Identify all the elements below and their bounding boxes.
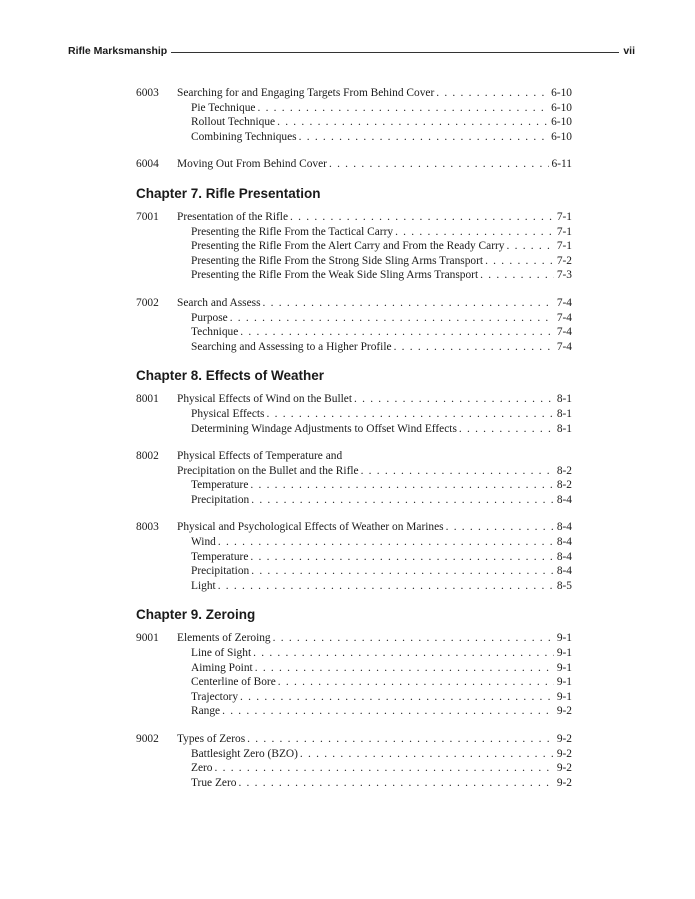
entry-title: Presenting the Rifle From the Weak Side Sling Arms Transport <box>191 269 479 282</box>
dot-leader <box>218 535 554 550</box>
header-title: Rifle Marksmanship <box>68 45 168 57</box>
entry-page: 9-1 <box>556 632 572 645</box>
entry-page: 9-1 <box>556 690 572 703</box>
entry-page: 6-11 <box>551 158 572 171</box>
dot-leader <box>395 225 554 240</box>
chapter-heading: Chapter 9. Zeroing <box>136 607 256 623</box>
section-number: 7001 <box>136 210 159 223</box>
entry-title: Searching for and Engaging Targets From Behind Cover <box>177 87 435 99</box>
toc-subentry[interactable] <box>136 661 572 676</box>
entry-title: Purpose <box>191 311 228 324</box>
dot-leader <box>436 86 548 101</box>
dot-leader <box>218 579 554 594</box>
toc-subentry[interactable] <box>136 101 572 116</box>
entry-page: 7-1 <box>556 240 572 253</box>
entry-title: Trajectory <box>191 690 239 703</box>
entry-title: Physical and Psychological Effects of Weather on Marines <box>177 521 444 534</box>
section-number: 9001 <box>136 632 159 645</box>
section-number: 6003 <box>136 87 159 99</box>
dot-leader <box>257 101 548 116</box>
dot-leader <box>230 311 554 326</box>
dot-leader <box>253 646 554 661</box>
toc-entry[interactable] <box>136 157 572 172</box>
entry-page: 8-4 <box>556 565 572 578</box>
toc-entry[interactable] <box>136 210 572 225</box>
entry-title: Temperature <box>191 550 249 563</box>
entry-page: 7-4 <box>556 326 572 339</box>
dot-leader <box>300 747 554 762</box>
entry-title: Types of Zeros <box>177 733 246 745</box>
toc-subentry[interactable] <box>136 550 572 565</box>
entry-page: 6-10 <box>551 130 572 143</box>
section-number: 9002 <box>136 733 159 745</box>
dot-leader <box>263 296 554 311</box>
entry-title: Presenting the Rifle From the Tactical Carry <box>191 225 394 238</box>
toc-subentry[interactable] <box>136 115 572 130</box>
running-header <box>68 44 635 58</box>
toc-subentry[interactable] <box>136 254 572 269</box>
chapter-heading: Chapter 7. Rifle Presentation <box>136 185 321 201</box>
section-number: 8003 <box>136 521 159 534</box>
entry-title-line1: Physical Effects of Temperature and <box>177 450 343 463</box>
entry-page: 9-1 <box>556 661 572 674</box>
dot-leader <box>446 520 554 535</box>
entry-title: Line of Sight <box>191 647 252 660</box>
entry-page: 6-10 <box>551 87 572 99</box>
toc-entry[interactable] <box>136 392 572 407</box>
entry-page: 9-2 <box>556 762 572 775</box>
toc-entry[interactable] <box>136 732 572 747</box>
toc-subentry[interactable] <box>136 704 572 719</box>
dot-leader <box>354 392 554 407</box>
toc-subentry[interactable] <box>136 776 572 791</box>
toc-subentry[interactable] <box>136 239 572 254</box>
toc-subentry[interactable] <box>136 493 572 508</box>
entry-title: Presenting the Rifle From the Alert Carry and From the Ready Carry <box>191 240 505 253</box>
entry-page: 9-2 <box>556 733 572 745</box>
entry-page: 8-1 <box>556 393 572 406</box>
entry-title: Range <box>191 705 221 718</box>
entry-page: 7-3 <box>556 269 572 282</box>
header-rule <box>171 52 619 53</box>
entry-title: True Zero <box>191 776 237 789</box>
section-number: 7002 <box>136 296 159 309</box>
entry-page: 8-5 <box>556 579 572 592</box>
header-page-number: vii <box>623 45 635 57</box>
dot-leader <box>299 130 548 145</box>
dot-leader <box>238 776 553 791</box>
toc-subentry[interactable] <box>136 690 572 705</box>
entry-title: Light <box>191 579 216 592</box>
dot-leader <box>251 564 554 579</box>
entry-title: Battlesight Zero (BZO) <box>191 747 298 760</box>
entry-title: Presenting the Rifle From the Strong Side Sling Arms Transport <box>191 254 484 267</box>
entry-title: Technique <box>191 326 239 339</box>
entry-page: 8-1 <box>556 407 572 420</box>
dot-leader <box>215 761 554 776</box>
entry-title: Centerline of Bore <box>191 676 276 689</box>
dot-leader <box>267 407 554 422</box>
toc-subentry[interactable] <box>136 675 572 690</box>
toc-entry[interactable] <box>136 631 572 646</box>
entry-page: 8-4 <box>556 521 572 534</box>
toc-entry[interactable] <box>136 86 572 101</box>
toc-subentry[interactable] <box>136 225 572 240</box>
toc-subentry[interactable] <box>136 535 572 550</box>
dot-leader <box>222 704 554 719</box>
entry-page: 7-1 <box>556 225 572 238</box>
entry-page: 8-2 <box>556 479 572 492</box>
entry-page: 8-4 <box>556 536 572 549</box>
toc-subentry[interactable] <box>136 325 572 340</box>
entry-title: Precipitation on the Bullet and the Rifle <box>177 464 359 477</box>
entry-page: 6-10 <box>551 116 572 129</box>
chapter-heading: Chapter 8. Effects of Weather <box>136 368 325 384</box>
entry-title: Pie Technique <box>191 101 256 114</box>
dot-leader <box>250 478 553 493</box>
toc-subentry[interactable] <box>136 646 572 661</box>
toc-subentry[interactable] <box>136 478 572 493</box>
dot-leader <box>277 115 548 130</box>
entry-title: Physical Effects of Wind on the Bullet <box>177 393 353 406</box>
entry-page: 7-2 <box>556 254 572 267</box>
entry-page: 9-2 <box>556 776 572 789</box>
dot-leader <box>485 254 554 269</box>
toc-entry[interactable] <box>136 520 572 535</box>
entry-title: Precipitation <box>191 565 250 578</box>
dot-leader <box>290 210 554 225</box>
toc-subentry[interactable] <box>136 579 572 594</box>
entry-title: Combining Techniques <box>191 130 297 143</box>
entry-page: 7-4 <box>556 311 572 324</box>
dot-leader <box>251 493 554 508</box>
toc-subentry[interactable] <box>136 761 572 776</box>
toc-entry-line1[interactable] <box>136 449 572 464</box>
toc-entry[interactable] <box>136 296 572 311</box>
dot-leader <box>278 675 554 690</box>
section-number: 6004 <box>136 158 159 171</box>
entry-title: Moving Out From Behind Cover <box>177 158 327 171</box>
dot-leader <box>507 239 554 254</box>
entry-title: Presentation of the Rifle <box>177 210 289 223</box>
entry-page: 9-2 <box>556 705 572 718</box>
entry-page: 8-2 <box>556 464 572 477</box>
entry-page: 8-4 <box>556 493 572 506</box>
toc-subentry[interactable] <box>136 130 572 145</box>
dot-leader <box>255 661 554 676</box>
dot-leader <box>240 690 554 705</box>
entry-title: Rollout Technique <box>191 116 276 129</box>
entry-title: Search and Assess <box>177 296 261 309</box>
entry-page: 6-10 <box>551 101 572 114</box>
entry-title: Temperature <box>191 479 249 492</box>
dot-leader <box>240 325 554 340</box>
toc-subentry[interactable] <box>136 407 572 422</box>
entry-page: 7-4 <box>556 296 572 309</box>
entry-page: 8-1 <box>556 422 572 435</box>
dot-leader <box>480 268 554 283</box>
dot-leader <box>459 422 554 437</box>
entry-title: Searching and Assessing to a Higher Profile <box>191 340 392 353</box>
dot-leader <box>361 464 554 479</box>
toc-subentry[interactable] <box>136 747 572 762</box>
entry-page: 9-1 <box>556 676 572 689</box>
entry-page: 7-4 <box>556 340 572 353</box>
entry-title: Determining Windage Adjustments to Offset Wind Effects <box>191 422 457 435</box>
entry-page: 9-1 <box>556 647 572 660</box>
toc-subentry[interactable] <box>136 311 572 326</box>
toc-subentry[interactable] <box>136 340 572 355</box>
entry-page: 7-1 <box>556 210 572 223</box>
dot-leader <box>250 550 553 565</box>
toc-subentry[interactable] <box>136 268 572 283</box>
dot-leader <box>247 732 554 747</box>
toc-subentry[interactable] <box>136 422 572 437</box>
dot-leader <box>273 631 554 646</box>
entry-title: Physical Effects <box>191 407 265 420</box>
dot-leader <box>394 340 554 355</box>
section-number: 8002 <box>136 450 159 463</box>
entry-title: Aiming Point <box>191 661 253 674</box>
entry-title: Precipitation <box>191 493 250 506</box>
entry-title: Wind <box>191 536 216 549</box>
toc-subentry[interactable] <box>136 564 572 579</box>
entry-title: Elements of Zeroing <box>177 632 271 645</box>
entry-title: Zero <box>191 762 213 775</box>
entry-page: 8-4 <box>556 550 572 563</box>
toc-entry[interactable] <box>136 464 572 479</box>
entry-page: 9-2 <box>556 747 572 760</box>
dot-leader <box>329 157 549 172</box>
section-number: 8001 <box>136 393 159 406</box>
toc-content <box>136 86 572 790</box>
